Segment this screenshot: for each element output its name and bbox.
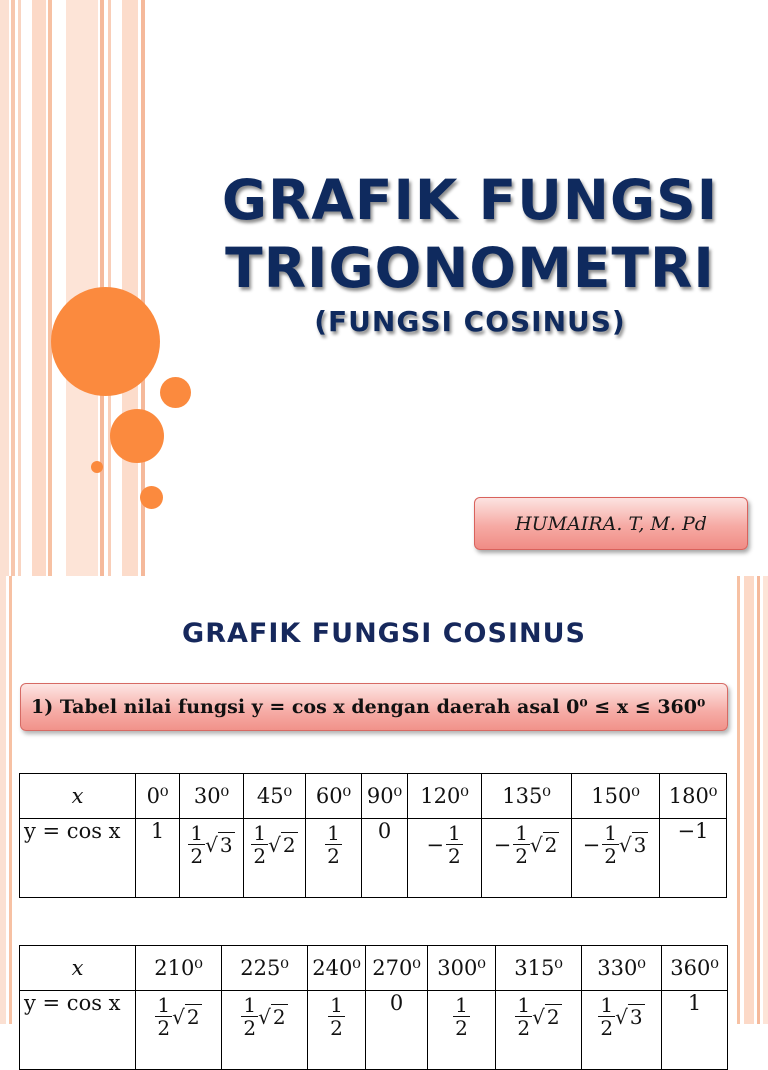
y-cell: −1 xyxy=(660,819,727,898)
x-cell: 0⁰ xyxy=(136,774,180,819)
y-cell: 0 xyxy=(366,991,428,1070)
y-cell: − $\frac{1}{2}$ xyxy=(408,819,482,898)
y-cell: $\frac{1}{2}$ √ 2 xyxy=(244,819,306,898)
table-row xyxy=(20,991,728,1070)
y-cell: $\frac{1}{2}$ xyxy=(306,819,362,898)
value-table-2 xyxy=(19,945,728,1070)
y-cell: 1 xyxy=(662,991,728,1070)
y-cell: $\frac{1}{2}$ √ 2 xyxy=(222,991,308,1070)
x-cell: 90⁰ xyxy=(362,774,408,819)
decor-stripe xyxy=(0,0,9,576)
y-cell: $\frac{1}{2}$ xyxy=(428,991,496,1070)
x-cell: 300⁰ xyxy=(428,946,496,991)
x-cell: 210⁰ xyxy=(136,946,222,991)
x-cell: 120⁰ xyxy=(408,774,482,819)
decor-circle xyxy=(51,287,160,396)
x-cell: 360⁰ xyxy=(662,946,728,991)
decor-circle xyxy=(110,409,164,463)
y-cell: $\frac{1}{2}$ √ 3 xyxy=(582,991,662,1070)
x-cell: 270⁰ xyxy=(366,946,428,991)
decor-circle xyxy=(140,486,163,509)
table-caption-box xyxy=(20,683,728,731)
x-cell: 45⁰ xyxy=(244,774,306,819)
x-header: x xyxy=(20,774,136,819)
table-row xyxy=(20,774,727,819)
x-cell: 60⁰ xyxy=(306,774,362,819)
decor-stripe xyxy=(18,0,21,576)
x-cell: 150⁰ xyxy=(572,774,660,819)
decor-stripe xyxy=(32,0,46,576)
x-cell: 135⁰ xyxy=(482,774,572,819)
y-header: y = cos x xyxy=(20,991,136,1070)
y-cell: $\frac{1}{2}$ xyxy=(308,991,366,1070)
decor-stripe xyxy=(122,0,138,576)
decor-stripe xyxy=(48,0,52,576)
decor-circle xyxy=(160,377,191,408)
y-cell: 0 xyxy=(362,819,408,898)
value-table-1 xyxy=(19,773,727,898)
author-name: HUMAIRA. T, M. Pd xyxy=(515,512,707,535)
decor-stripe xyxy=(11,0,15,576)
content-slide xyxy=(0,576,768,1040)
y-cell: 1 xyxy=(136,819,180,898)
x-cell: 225⁰ xyxy=(222,946,308,991)
title-line-1: GRAFIK FUNGSI xyxy=(221,168,719,232)
y-cell: $\frac{1}{2}$ √ 3 xyxy=(180,819,244,898)
x-cell: 30⁰ xyxy=(180,774,244,819)
y-cell: − $\frac{1}{2}$ √ 3 xyxy=(572,819,660,898)
table-row xyxy=(20,946,728,991)
title-line-2: TRIGONOMETRI xyxy=(225,236,715,300)
x-cell: 315⁰ xyxy=(496,946,582,991)
decor-circle xyxy=(91,461,103,473)
table-row xyxy=(20,819,727,898)
x-cell: 180⁰ xyxy=(660,774,727,819)
table-caption: 1) Tabel nilai fungsi y = cos x dengan daerah asal 0⁰ ≤ x ≤ 360⁰ xyxy=(31,696,706,718)
slide-heading: GRAFIK FUNGSI COSINUS xyxy=(182,618,586,649)
y-cell: $\frac{1}{2}$ √ 2 xyxy=(136,991,222,1070)
y-cell: − $\frac{1}{2}$ √ 2 xyxy=(482,819,572,898)
x-cell: 330⁰ xyxy=(582,946,662,991)
y-header: y = cos x xyxy=(20,819,136,898)
x-cell: 240⁰ xyxy=(308,946,366,991)
x-header: x xyxy=(20,946,136,991)
subtitle: (FUNGSI COSINUS) xyxy=(314,305,626,338)
y-cell: $\frac{1}{2}$ √ 2 xyxy=(496,991,582,1070)
author-box xyxy=(474,497,748,550)
